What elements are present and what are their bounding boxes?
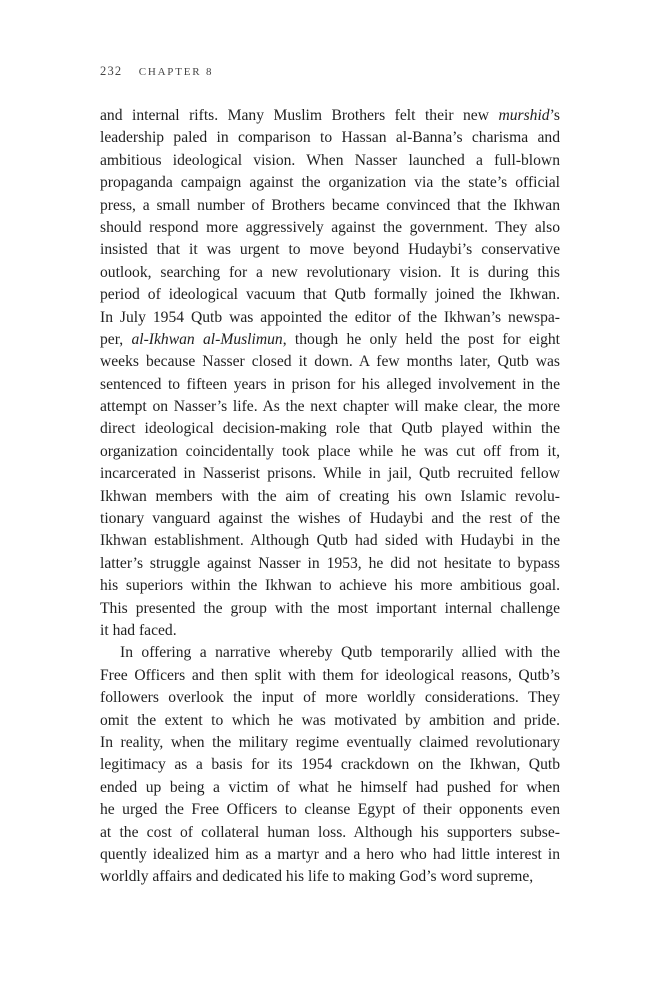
text-run: sentenced to fifteen years in prison for his alleged involvement in the [100, 375, 560, 393]
text-line [100, 665, 560, 687]
text-line [100, 396, 560, 418]
text-run: legitimacy as a basis for its 1954 crackdown on the Ikhwan, Qutb [100, 756, 560, 774]
text-run: period of ideological vacuum that Qutb formally joined the Ikhwan. [100, 286, 560, 304]
text-line [100, 710, 560, 732]
text-run: insisted that it was urgent to move beyond Hudaybi’s conservative [100, 241, 560, 259]
text-line [100, 262, 560, 284]
text-run: Ikhwan members with the aim of creating his own Islamic revolu- [100, 487, 560, 505]
paragraph [100, 105, 560, 642]
text-run: worldly affairs and dedicated his life to making God’s word supreme, [100, 868, 534, 886]
text-line [100, 463, 560, 485]
text-run: In reality, when the military regime eventually claimed revolutionary [100, 733, 560, 751]
text-line [100, 844, 560, 866]
text-run: Free Officers and then split with them for ideological reasons, Qutb’s [100, 666, 560, 684]
text-line [100, 598, 560, 620]
text-run: incarcerated in Nasserist prisons. While in jail, Qutb recruited fellow [100, 465, 560, 483]
text-line [100, 799, 560, 821]
text-line [100, 441, 560, 463]
text-line [100, 195, 560, 217]
paragraph [100, 642, 560, 888]
text-run: should respond more aggressively against the government. They also [100, 218, 560, 236]
text-run: omit the extent to which he was motivated by ambition and pride. [100, 711, 560, 729]
text-run: and internal rifts. Many Muslim Brothers felt their new [100, 107, 499, 124]
text-line [100, 508, 560, 530]
italic-text: murshid [498, 107, 550, 124]
text-run: ambitious ideological vision. When Nasser launched a full-blown [100, 151, 560, 169]
text-run: In offering a narrative whereby Qutb temporarily allied with the [120, 644, 560, 662]
text-line [100, 777, 560, 799]
text-line [100, 822, 560, 844]
text-run: press, a small number of Brothers became convinced that the Ikhwan [100, 196, 560, 214]
italic-text: al-Ikhwan al-Muslimun [131, 330, 283, 348]
text-run: his superiors within the Ikhwan to achieve his more ambitious goal. [100, 577, 560, 595]
text-line [100, 172, 560, 194]
text-line [100, 329, 560, 351]
running-header [100, 64, 213, 79]
text-line [100, 642, 560, 664]
text-line [100, 687, 560, 709]
page-number: 232 [100, 64, 123, 78]
text-run: ’s [549, 107, 560, 124]
text-run: ended up being a victim of what he himself had pushed for when [100, 778, 560, 796]
text-line [100, 127, 560, 149]
text-run: This presented the group with the most important internal challenge [100, 599, 560, 617]
text-line [100, 239, 560, 261]
text-line [100, 620, 560, 642]
text-line [100, 486, 560, 508]
text-run: it had faced. [100, 621, 177, 639]
text-line [100, 866, 560, 888]
text-run: latter’s struggle against Nasser in 1953, he did not hesitate to bypass [100, 554, 560, 572]
text-run: outlook, searching for a new revolutionary vision. It is during this [100, 263, 560, 281]
text-line [100, 553, 560, 575]
text-run: attempt on Nasser’s life. As the next chapter will make clear, the more [100, 398, 560, 416]
text-line [100, 105, 560, 127]
text-run: followers overlook the input of more worldly considerations. They [100, 689, 560, 707]
text-run: organization coincidentally took place while he was cut off from it, [100, 442, 560, 460]
text-line [100, 150, 560, 172]
text-line [100, 418, 560, 440]
text-line [100, 530, 560, 552]
text-line [100, 307, 560, 329]
text-line [100, 284, 560, 306]
text-line [100, 732, 560, 754]
text-run: quently idealized him as a martyr and a hero who had little interest in [100, 845, 560, 863]
body-text [100, 105, 560, 889]
text-run: , though he only held the post for eight [282, 330, 560, 348]
text-run: Ikhwan establishment. Although Qutb had sided with Hudaybi in the [100, 532, 560, 550]
text-run: leadership paled in comparison to Hassan al-Banna’s charisma and [100, 129, 560, 147]
text-run: tionary vanguard against the wishes of Hudaybi and the rest of the [100, 510, 560, 528]
text-run: direct ideological decision-making role that Qutb played within the [100, 420, 560, 438]
text-line [100, 374, 560, 396]
text-run: per, [100, 330, 132, 348]
text-run: weeks because Nasser closed it down. A few months later, Qutb was [100, 353, 560, 371]
text-line [100, 754, 560, 776]
text-line [100, 217, 560, 239]
chapter-label: CHAPTER 8 [138, 66, 214, 78]
text-run: at the cost of collateral human loss. Although his supporters subse- [100, 823, 560, 841]
text-line [100, 351, 560, 373]
text-run: In July 1954 Qutb was appointed the editor of the Ikhwan’s newspa- [100, 308, 560, 326]
text-line [100, 575, 560, 597]
text-run: he urged the Free Officers to cleanse Egypt of their opponents even [100, 801, 560, 819]
text-run: propaganda campaign against the organization via the state’s official [100, 174, 560, 192]
